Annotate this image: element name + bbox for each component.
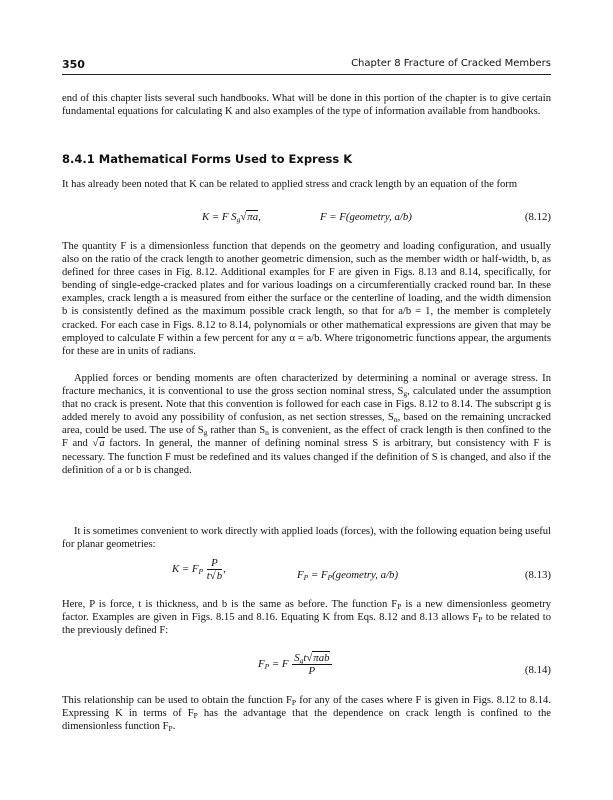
running-header	[62, 58, 551, 72]
equation-number-8-13: (8.13)	[524, 569, 551, 581]
paragraph-3	[62, 372, 551, 477]
equation-number-8-12: (8.12)	[524, 211, 551, 223]
intro-text: end of this chapter lists several such handbooks. What will be done in this portion of the chapter is to give certain fundamental equations for calculating K and also examples of the type of information available from handbooks.	[62, 93, 551, 118]
paragraph-2-text: The quantity F is a dimensionless function that depends on the geometry and loading configuration, and usually also on the ratio of the crack length to another geometric dimension, such as the member width or half-width, b, as defined for three cases in Fig. 8.12. Additional examples for F are given in Figs. 8.13 and 8.14, specifically, for bending of single-edge-cracked plates and for various loadings on a circumferentially cracked round bar. In these examples, crack length a is measured from either the surface or the centerline of loading, and the width dimension b is consistently defined as the maximum possible crack length, so that for a/b = 1, the member is completely cracked. For each case in Figs. 8.12 to 8.14, polynomials or other mathematical expressions are given that may be employed to calculate F within a few percent for any α = a/b. Where trigonometric functions appear, the arguments for these are in units of radians.	[62, 241, 551, 357]
equation-8-13-k: $K = F_P$ $\frac{P}{t√b}$ ,	[172, 557, 226, 582]
equation-number-8-14: (8.14)	[524, 664, 551, 676]
paragraph-2	[62, 240, 551, 358]
header-rule	[62, 74, 551, 75]
equation-8-13	[62, 555, 551, 587]
equation-8-12-k: K = F $S_g√\pi a$,	[202, 211, 261, 224]
equation-8-14-expr: $F_P = F$ $\frac{S_gt√\pi ab}{P}$	[258, 652, 330, 677]
chapter-title: Chapter 8 Fracture of Cracked Members	[351, 58, 551, 69]
paragraph-5-text: Here, P is force, t is thickness, and b is the same as before. The function $F_P$ is a new dimensionless geometry factor. Examples are given in Figs. 8.15 and 8.16. Equating K from Eqs. 8.12 and 8.13 allows $F_P$ to be related to the previously defined F:	[62, 599, 551, 637]
equation-8-13-fp: $F_P$ = $F_P(geometry$, a/b)	[297, 569, 399, 582]
equation-8-14	[62, 650, 551, 684]
page-number: 350	[62, 58, 85, 71]
paragraph-4-text: It is sometimes convenient to work directly with applied loads (forces), with the following equation being useful for planar geometries:	[62, 526, 551, 551]
paragraph-6	[62, 694, 551, 733]
intro-paragraph	[62, 92, 551, 118]
paragraph-1-text: It has already been noted that K can be related to applied stress and crack length by an equation of the form	[62, 179, 518, 190]
paragraph-6-text: This relationship can be used to obtain the function $F_P$ for any of the cases where F is given in Figs. 8.12 to 8.14. Expressing K in terms of $F_P$ has the advantage that the dependence on crack length is confined to the dimensionless function $F_P$.	[62, 695, 551, 734]
equation-8-12-f: F = F(geometry, a/b)	[320, 211, 412, 223]
paragraph-3-text: Applied forces or bending moments are often characterized by determining a nominal or average stress. In fracture mechanics, it is conventional to use the gross section nominal stress, $S_g$, calculated under the assumption that no crack is present. Note that this convention is followed for each case in Figs. 8.12 to 8.14. The subscript g is added merely to avoid any possibility of confusion, as net section stresses, $S_n$, based on the remaining uncracked area, could be used. The use of $S_g$ rather than $S_n$ is convenient, as the effect of crack length is then confined to the F and √a factors. In general, the manner of defining nominal stress S is arbitrary, but consistency with F is necessary. The function F must be redefined and its values changed if the definition of S is changed, and also if the definition of a or b is changed.	[62, 373, 552, 476]
paragraph-5	[62, 598, 551, 637]
section-heading: 8.4.1 Mathematical Forms Used to Express K	[62, 152, 353, 166]
paragraph-4	[62, 525, 551, 551]
equation-8-12	[62, 207, 551, 231]
paragraph-1	[62, 178, 551, 191]
